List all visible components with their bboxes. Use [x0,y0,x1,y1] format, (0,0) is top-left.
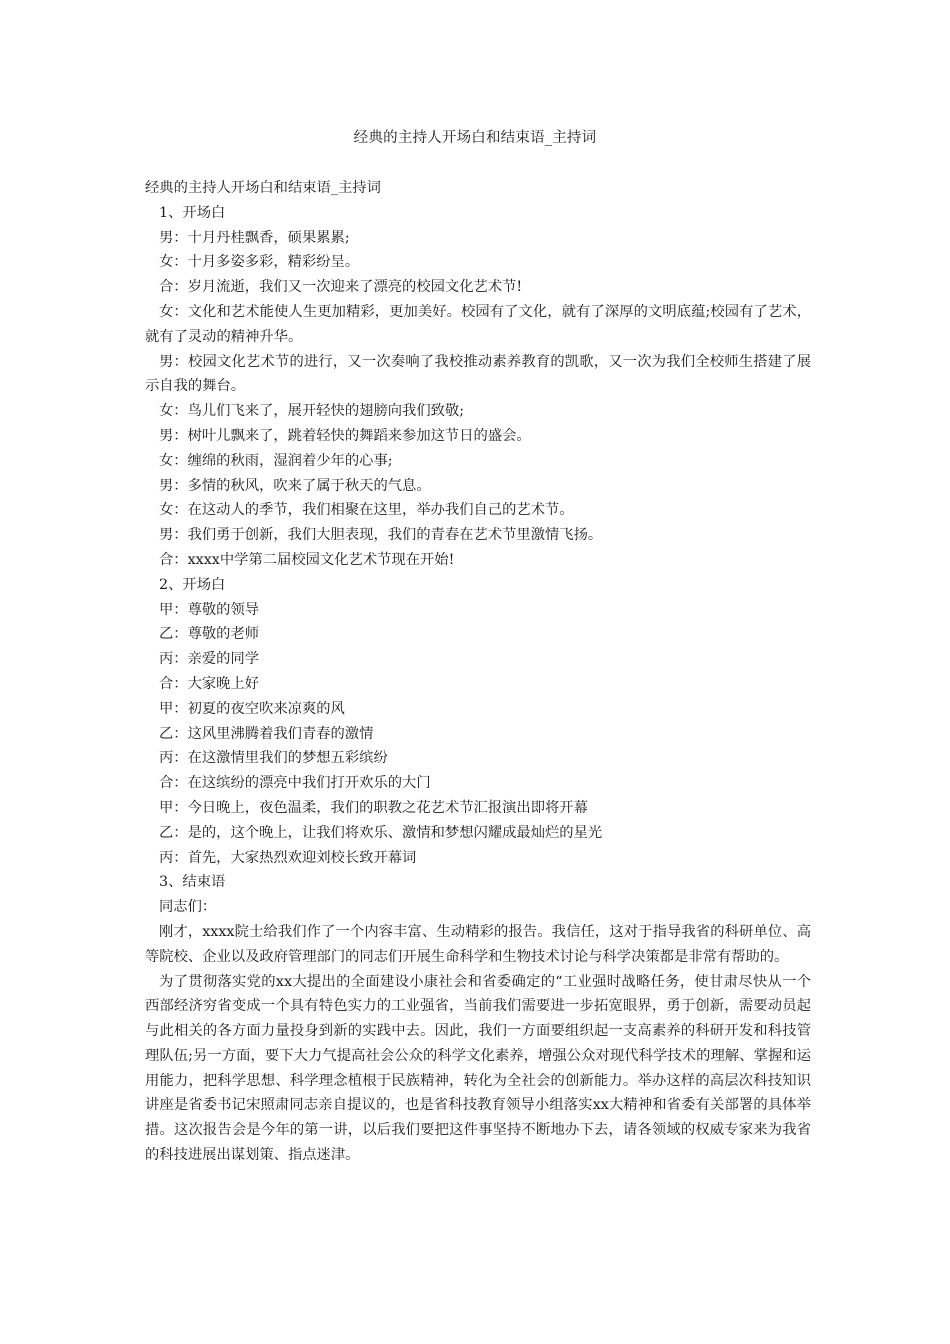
dialogue-line: 女：在这动人的季节，我们相聚在这里，举办我们自己的艺术节。 [159,502,574,519]
dialogue-line: 男：多情的秋风，吹来了属于秋天的气息。 [159,477,431,494]
dialogue-line: 乙：这风里沸腾着我们青春的激情 [159,725,374,742]
dialogue-line: 丙：首先，大家热烈欢迎刘校长致开幕词 [159,849,417,866]
dialogue-line: 男：十月丹桂飘香，硕果累累; [159,229,350,246]
dialogue-line: 丙：在这激情里我们的梦想五彩缤纷 [159,750,388,767]
dialogue-line: 男：树叶儿飘来了，跳着轻快的舞蹈来参加这节日的盛会。 [159,427,531,444]
section-heading: 2、开场白 [159,576,226,593]
body-heading: 经典的主持人开场白和结束语_主持词 [145,180,381,196]
dialogue-line: 合：在这缤纷的漂亮中我们打开欢乐的大门 [159,775,431,792]
page-title: 经典的主持人开场白和结束语_主持词 [353,130,597,146]
dialogue-line: 男：我们勇于创新，我们大胆表现，我们的青春在艺术节里激情飞扬。 [159,527,603,544]
document-body [145,176,811,1168]
dialogue-line: 丙：亲爱的同学 [159,651,260,668]
body-paragraph: 为了贯彻落实党的xx大提出的全面建设小康社会和省委确定的“工业强时战略任务，使甘肃尽快从一个西部经济穷省变成一个具有特色实力的工业强省，当前我们需要进一步拓宽眼界，勇于创新，需要动员起与此相关的各方面力量投身到新的实践中去。因此，我们一方面要组织起一支高素养的科研开发和科技管理队伍;另一方面，要下大力气提高社会公众的科学文化素养，增强公众对现代科学技术的理解、掌握和运用能力，把科学思想、科学理念植根于民族精神，转化为全社会的创新能力。举办这样的高层次科技知识讲座是省委书记宋照肃同志亲自提议的，也是省科技教育领导小组落实xx大精神和省委有关部署的具体举措。这次报告会是今年的第一讲，以后我们要把这件事坚持不断地办下去，请各领域的权威专家来为我省的科技进展出谋划策、指点迷津。 [145,973,811,1164]
dialogue-line: 女：十月多姿多彩，精彩纷呈。 [159,254,360,271]
dialogue-line: 合：岁月流逝，我们又一次迎来了漂亮的校园文化艺术节! [159,279,523,296]
body-paragraph: 刚才，xxxx院士给我们作了一个内容丰富、生动精彩的报告。我信任，这对于指导我省的科研单位、高等院校、企业以及政府管理部门的同志们开展生命科学和生物技术讨论与科学决策都是非常有帮助的。 [145,923,811,965]
dialogue-line: 女：鸟儿们飞来了，展开轻快的翅膀向我们致敬; [159,403,465,420]
section-heading: 1、开场白 [159,204,226,221]
dialogue-line: 男：校园文化艺术节的进行，又一次奏响了我校推动素养教育的凯歌，又一次为我们全校师生搭建了展示自我的舞台。 [145,353,811,395]
dialogue-line: 乙：是的，这个晚上，让我们将欢乐、激情和梦想闪耀成最灿烂的星光 [159,824,603,841]
dialogue-line: 合：大家晚上好 [159,675,260,692]
dialogue-line: 女：文化和艺术能使人生更加精彩，更加美好。校园有了文化，就有了深厚的文明底蕴;校园有了艺术，就有了灵动的精神升华。 [145,303,811,345]
dialogue-line: 甲：今日晚上，夜色温柔，我们的职教之花艺术节汇报演出即将开幕 [159,799,588,816]
dialogue-line: 合：xxxx中学第二届校园文化艺术节现在开始! [159,551,455,568]
dialogue-line: 甲：初夏的夜空吹来凉爽的风 [159,700,345,717]
dialogue-line: 甲：尊敬的领导 [159,601,260,618]
dialogue-line: 女：缠绵的秋雨，湿润着少年的心事; [159,452,393,469]
section-heading: 3、结束语 [159,874,226,891]
dialogue-line: 乙：尊敬的老师 [159,626,260,643]
salutation: 同志们： [159,899,217,916]
